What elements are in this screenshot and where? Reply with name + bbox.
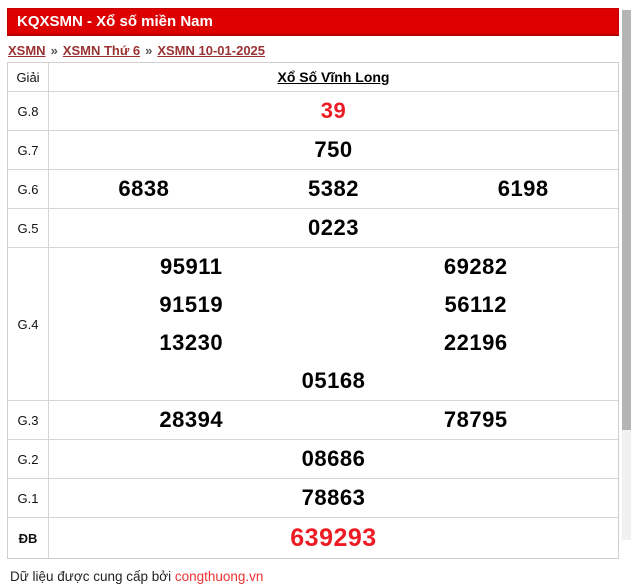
prize-label-g6: G.6 xyxy=(8,170,49,208)
breadcrumb xyxy=(7,36,619,62)
prize-number: 78863 xyxy=(301,485,366,510)
prize-number: 95911 xyxy=(160,254,223,279)
prize-number: 28394 xyxy=(159,407,224,432)
prize-number: 5382 xyxy=(308,176,359,201)
table-row-g1 xyxy=(8,478,618,517)
lottery-results-table xyxy=(7,62,619,559)
breadcrumb-link-xsmn-date[interactable]: XSMN 10-01-2025 xyxy=(157,42,266,58)
prize-column-header: Giải xyxy=(8,63,49,91)
breadcrumb-separator: » xyxy=(145,42,153,58)
table-row-g8 xyxy=(8,91,618,130)
station-title-link[interactable]: Xổ Số Vĩnh Long xyxy=(277,69,390,85)
page-title: KQXSMN - Xổ số miền Nam xyxy=(7,8,619,36)
prize-label-g3: G.3 xyxy=(8,401,49,439)
prize-number: 56112 xyxy=(444,292,507,317)
prize-label-g1: G.1 xyxy=(8,479,49,517)
prize-label-db: ĐB xyxy=(8,518,49,558)
prize-label-g5: G.5 xyxy=(8,209,49,247)
prize-number: 78795 xyxy=(443,407,508,432)
data-source-text: Dữ liệu được cung cấp bởi xyxy=(10,569,175,584)
table-row-g5 xyxy=(8,208,618,247)
prize-number: 91519 xyxy=(159,292,224,317)
table-row-g3 xyxy=(8,400,618,439)
prize-label-g7: G.7 xyxy=(8,131,49,169)
table-row-db xyxy=(8,517,618,558)
scrollbar-thumb[interactable] xyxy=(622,10,631,430)
prize-number: 6838 xyxy=(118,176,170,201)
table-row-g6 xyxy=(8,169,618,208)
station-header-cell xyxy=(49,63,618,91)
prize-number: 39 xyxy=(320,98,347,123)
prize-number: 13230 xyxy=(159,330,224,355)
prize-number: 22196 xyxy=(443,330,508,355)
breadcrumb-separator: » xyxy=(50,42,58,58)
table-header-row xyxy=(8,63,618,91)
prize-number: 0223 xyxy=(308,215,359,240)
prize-number: 750 xyxy=(314,137,353,162)
table-row-g7 xyxy=(8,130,618,169)
prize-label-g8: G.8 xyxy=(8,92,49,130)
table-row-g4 xyxy=(8,247,618,400)
breadcrumb-link-xsmn[interactable]: XSMN xyxy=(8,42,46,58)
data-source-link[interactable]: congthuong.vn xyxy=(174,569,264,584)
prize-label-g2: G.2 xyxy=(8,440,49,478)
content-area xyxy=(7,8,619,584)
prize-number: 08686 xyxy=(301,446,366,471)
vertical-scrollbar[interactable] xyxy=(622,10,631,540)
prize-number: 6198 xyxy=(497,176,549,201)
prize-number: 05168 xyxy=(301,368,366,393)
breadcrumb-link-xsmn-thu6[interactable]: XSMN Thứ 6 xyxy=(62,42,141,58)
prize-number-special: 639293 xyxy=(290,523,377,552)
prize-number: 69282 xyxy=(443,254,508,279)
prize-label-g4: G.4 xyxy=(8,248,49,400)
data-source-note xyxy=(10,569,619,584)
table-row-g2 xyxy=(8,439,618,478)
